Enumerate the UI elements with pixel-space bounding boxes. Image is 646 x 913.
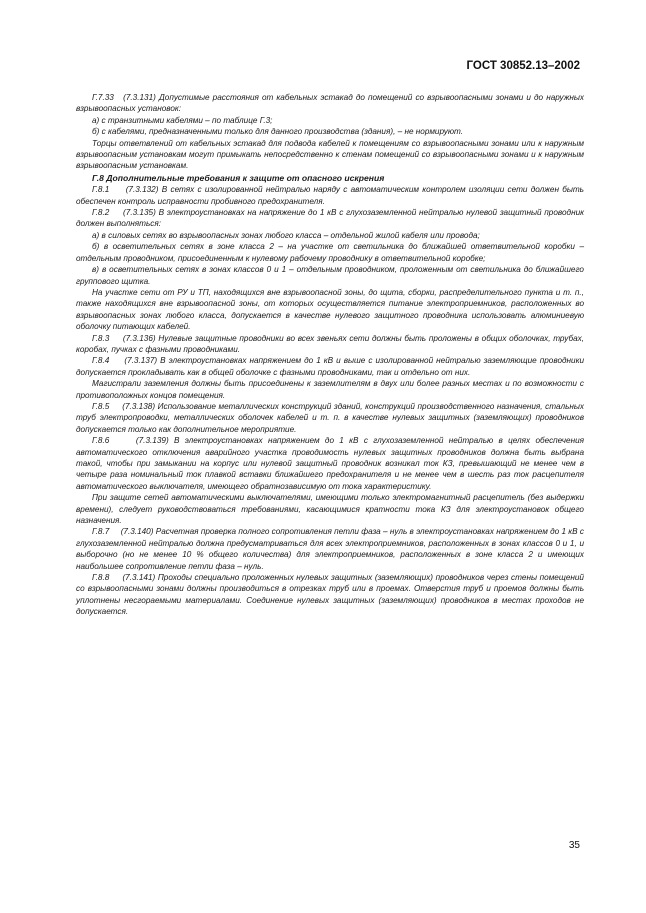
paragraph-text: Использование металлических конструкций зданий, конструкций производственного назначения, стальных труб электропроводки, металлических оболочек кабелей и т. п. в качестве нулевых защитных (заземляющих) проводников допускается только как дополнительное мероприятие. <box>76 401 585 434</box>
paragraph <box>76 126 584 137</box>
paragraph <box>76 115 584 126</box>
paragraph-text: В электроустановках на напряжение до 1 кВ с глухозаземленной нейтралью нулевой защитный проводник должен выполняться: <box>76 208 584 229</box>
paragraph <box>76 92 584 115</box>
paragraph <box>76 492 584 526</box>
paragraph-text: В электроустановках напряжением до 1 кВ с глухозаземленной нейтралью в целях обеспечения автоматического отключения аварийного участка проводимость нулевых защитных проводников должна быть выбрана такой, чтобы при замыкании на корпус или нулевой защитный проводник возникал ток КЗ, превышающий не менее чем в четыре раза номинальный ток плавкой вставки ближайшего предохранителя и не менее чем в шесть раз ток расцепителя автоматического выключателя, имеющего обратнозависимую от тока характеристику. <box>76 436 585 491</box>
paragraph <box>76 230 584 241</box>
paragraph-text: а) с транзитными кабелями – по таблице Г.3; <box>92 115 273 125</box>
paragraph <box>76 264 584 287</box>
paragraph <box>76 287 584 333</box>
section-title: Г.8 Дополнительные требования к защите от опасного искрения <box>92 172 385 183</box>
paragraph <box>76 184 584 207</box>
clause-number: Г.8.1 <box>92 185 110 195</box>
clause-reference: (7.3.132) <box>125 185 159 195</box>
paragraph-text: Торцы ответвлений от кабельных эстакад для подвода кабелей к помещениям со взрывоопасными зонами или к наружным взрывоопасным установкам могут примыкать непосредственно к стенам помещений со взрывоопасными зонами и к наружным взрывоопасным установкам. <box>76 138 584 171</box>
clause-number: Г.8.2 <box>92 208 110 218</box>
paragraph <box>76 435 584 492</box>
paragraph-text: Нулевые защитные проводники во всех звеньях сети должны быть проложены в общих оболочках, трубах, коробах, пучках с фазными проводниками. <box>76 333 585 354</box>
paragraph-text: В сетях с изолированной нейтралью наряду с автоматическим контролем изоляции сети должен быть обеспечен контроль исправности пробивного предохранителя. <box>76 185 584 206</box>
paragraph-text: В электроустановках напряжением до 1 кВ и выше с изолированной нейтралью заземляющие проводники допускается прокладывать как в общей оболочке с фазными проводниками, так и отдельно от них. <box>76 356 584 377</box>
clause-number: Г.8.5 <box>92 401 110 411</box>
paragraph-text: Допустимые расстояния от кабельных эстакад до помещений со взрывоопасными зонами и до наружных взрывоопасных установок: <box>76 93 584 114</box>
paragraph-text: в) в осветительных сетях в зонах классов 0 и 1 – отдельным проводником, проложенным от светильника до ближайшего группового щитка. <box>76 265 584 286</box>
paragraph <box>76 333 584 356</box>
clause-reference: (7.3.131) <box>123 93 156 102</box>
clause-reference: (7.3.139) <box>135 436 169 446</box>
clause-reference: (7.3.138) <box>122 401 156 411</box>
paragraph <box>76 355 584 378</box>
paragraph-text: Проходы специально проложенных нулевых защитных (заземляющих) проводников через стены помещений со взрывоопасными зонами должны производиться в отрезках труб или в проемах. Отверстия труб и проемов должны быть уплотнены несгораемыми материалами. Соединение нулевых защитных (заземляющих) проводников в местах проходов не допускается. <box>76 573 584 617</box>
clause-number: Г.8.7 <box>92 527 110 537</box>
paragraph <box>76 572 584 618</box>
paragraph <box>76 138 584 172</box>
paragraph-text: а) в силовых сетях во взрывоопасных зонах любого класса – отдельной жилой кабеля или провода; <box>92 230 480 240</box>
page-number: 35 <box>568 840 580 851</box>
clause-reference: (7.3.140) <box>120 527 154 537</box>
paragraph-text: На участке сети от РУ и ТП, находящихся вне взрывоопасной зоны, до щита, сборки, распределительного пункта и т. п., также находящихся вне взрывоопасной зоны, от которых осуществляется питание электроприемников, расположенных во взрывоопасных зонах любого класса, допускается в качестве нулевого защитного проводника использовать алюминиевую оболочку питающих кабелей. <box>76 287 584 332</box>
clause-number: Г.8.8 <box>92 573 110 583</box>
paragraph-text: б) в осветительных сетях в зоне класса 2 – на участке от светильника до ближайшей ответвительной коробки – отдельным проводником, присоединенным к нулевому рабочему проводнику в ответвительной коробке; <box>76 242 584 263</box>
paragraph-text: б) с кабелями, предназначенными только для данного производства (здания), – не нормируют. <box>92 127 464 137</box>
paragraph <box>76 401 584 435</box>
paragraph-text: Расчетная проверка полного сопротивления петли фаза – нуль в электроустановках напряжением до 1 кВ с глухозаземленной нейтралью должна предусматриваться для всех электроприемников, расположенных в зонах классов 0 и 1, и выборочно (но не менее 10 % общего количества) для электроприемников, расположенных в зоне класса 2 и имеющих наибольшее сопротивление петли фаза – нуль. <box>76 527 584 571</box>
paragraph <box>76 526 584 572</box>
paragraph-text: Магистрали заземления должны быть присоединены к заземлителям в двух или более разных местах и по возможности с противоположных концов помещения. <box>76 379 584 400</box>
clause-reference: (7.3.135) <box>123 208 156 218</box>
document-id: ГОСТ 30852.13–2002 <box>466 60 580 72</box>
document-body <box>76 92 584 618</box>
clause-number: Г.8.3 <box>92 333 110 343</box>
clause-number: Г.8.6 <box>92 436 110 446</box>
clause-reference: (7.3.137) <box>124 356 158 366</box>
clause-number: Г.7.33 <box>92 93 114 102</box>
clause-reference: (7.3.136) <box>122 333 156 343</box>
clause-reference: (7.3.141) <box>122 573 156 583</box>
clause-number: Г.8.4 <box>92 356 110 366</box>
paragraph <box>76 378 584 401</box>
paragraph-text: При защите сетей автоматическими выключателями, имеющими только электромагнитный расцепитель (без выдержки времени), следует руководствоваться требованиями, касающимися кратности тока КЗ для электроустановок общего назначения. <box>76 493 584 526</box>
paragraph <box>76 207 584 230</box>
paragraph <box>76 241 584 264</box>
